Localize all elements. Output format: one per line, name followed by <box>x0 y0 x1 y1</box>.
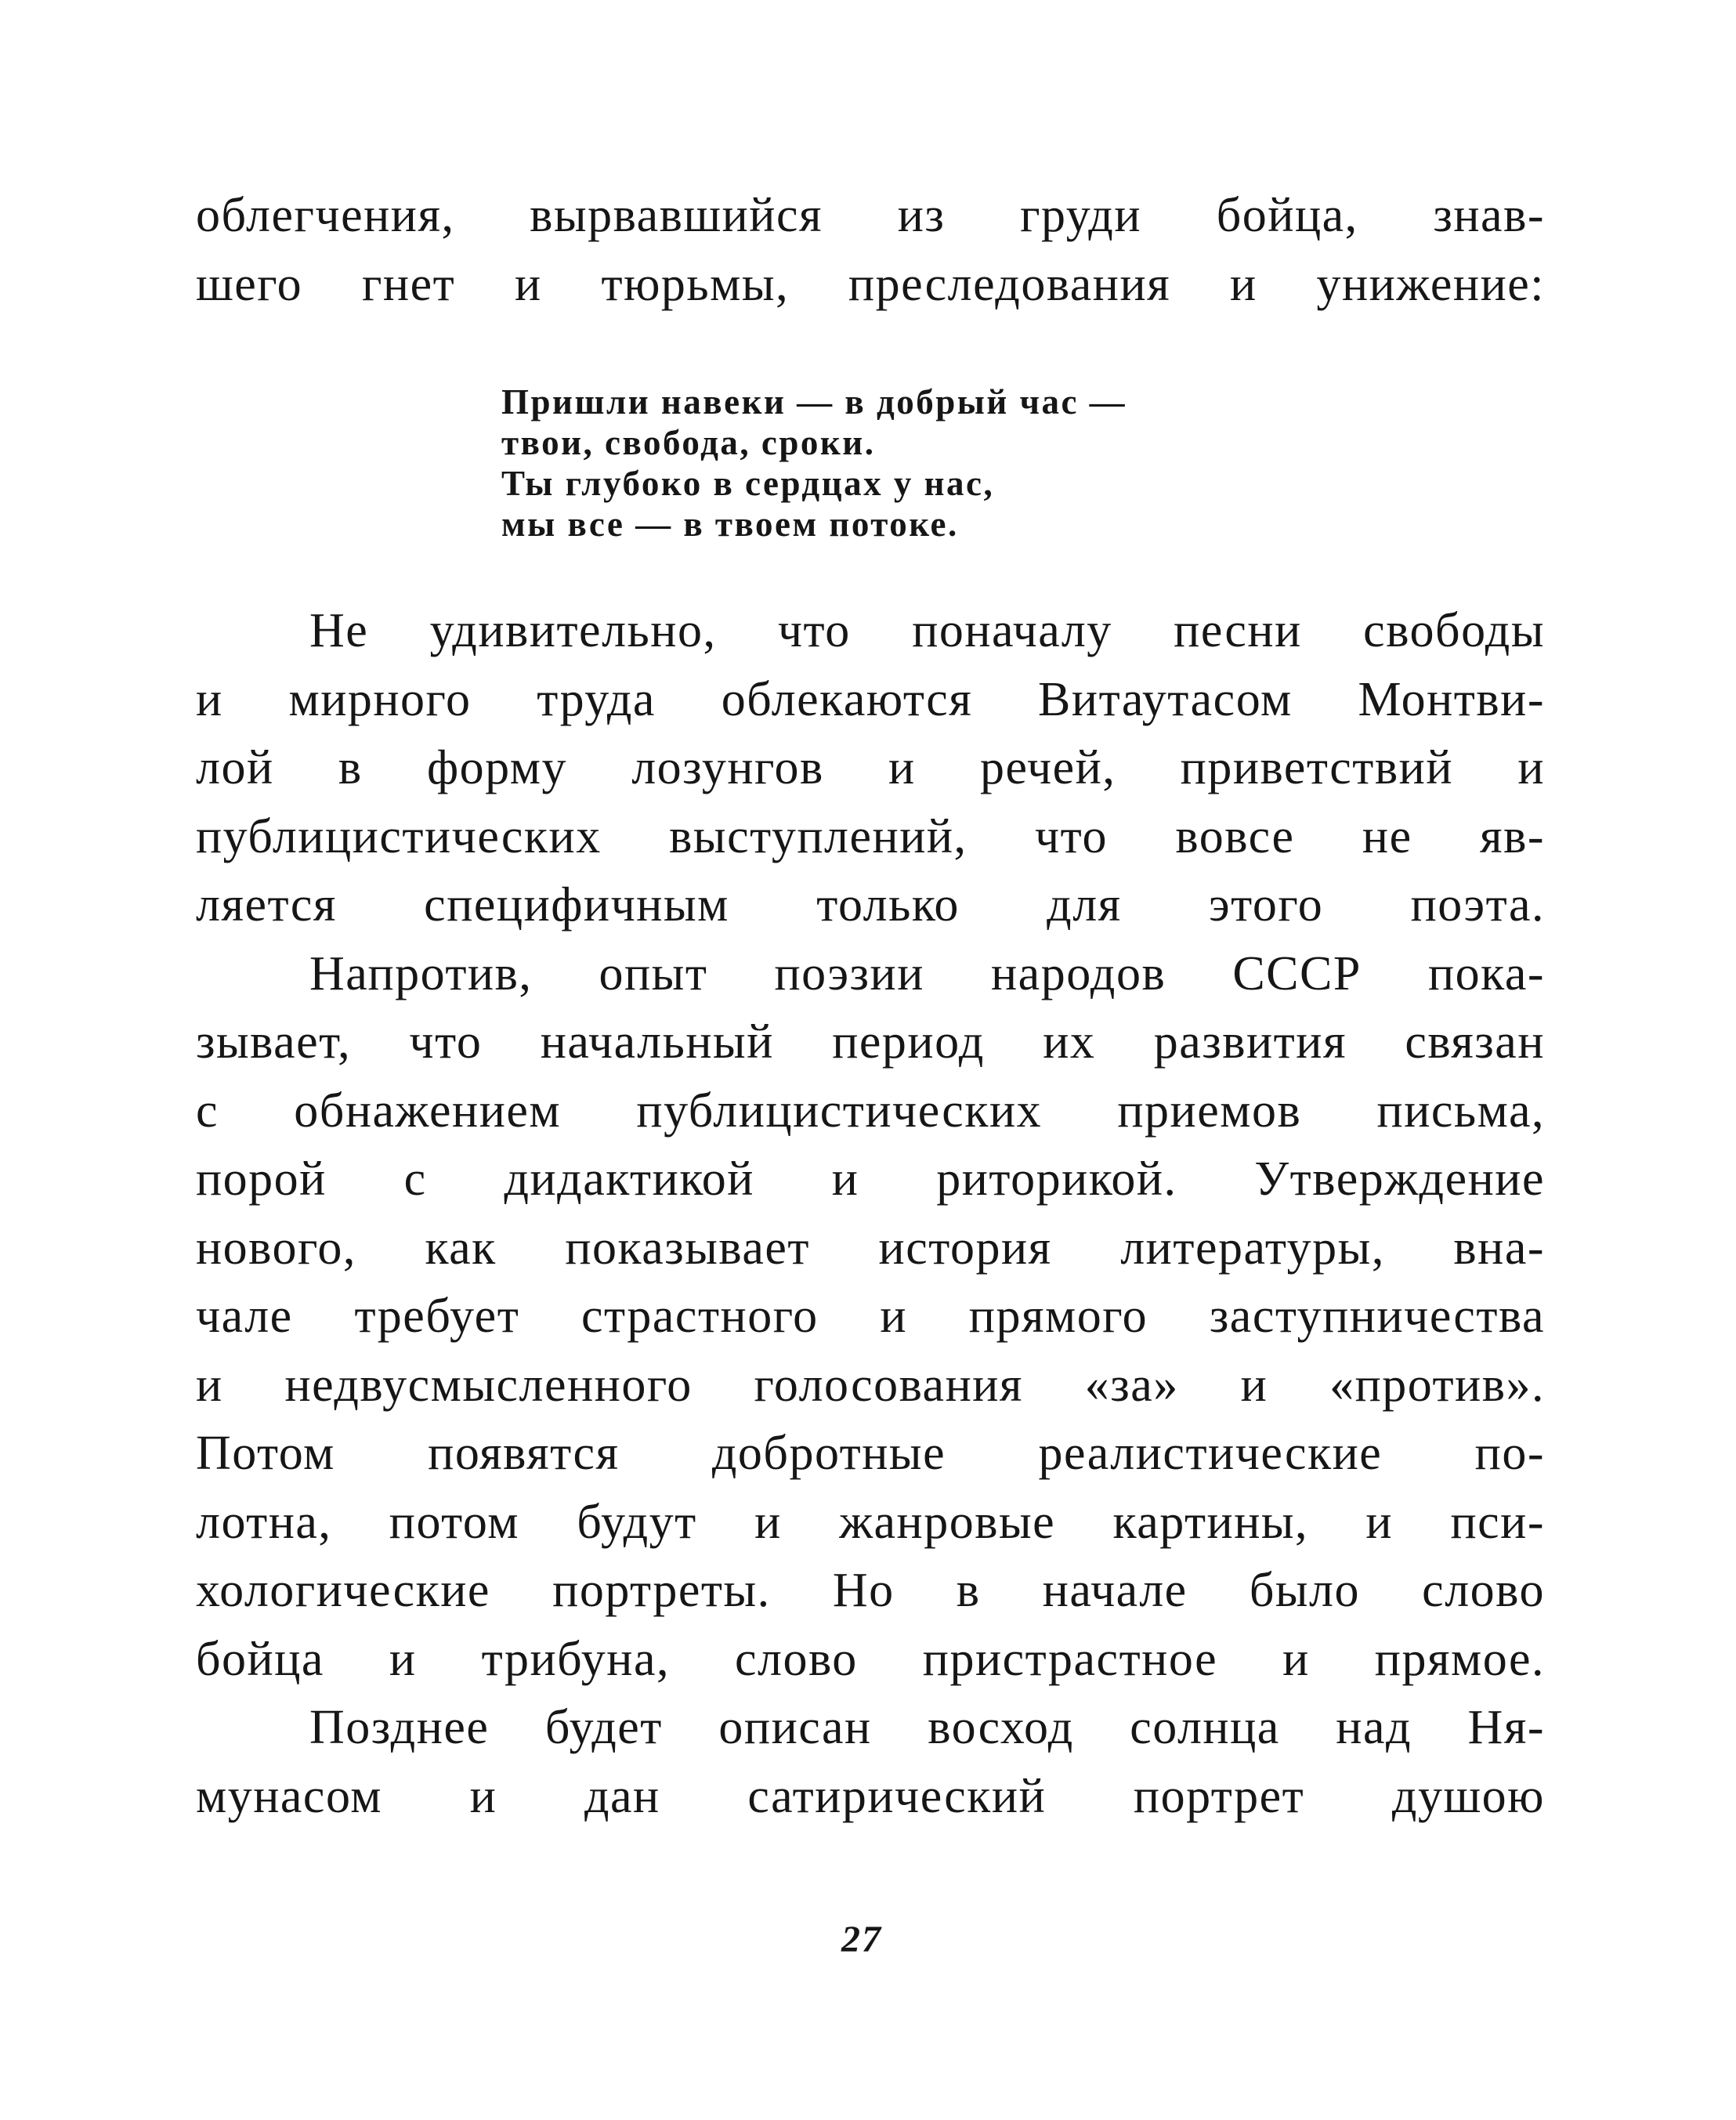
verse-line: Пришли навеки — в добрый час — <box>501 382 1127 421</box>
verse-line: твои, свобода, сроки. <box>501 423 876 462</box>
page-number: 27 <box>841 1919 882 1960</box>
text-line: Потом появятся добротные реалистические по- <box>196 1427 1545 1480</box>
text-line: лотна, потом будут и жанровые картины, и пси- <box>196 1495 1545 1549</box>
text-line: зывает, что начальный период их развития связан <box>196 1015 1545 1069</box>
text-line: нового, как показывает история литературы, вна- <box>196 1221 1545 1275</box>
paragraph-first-line: Напротив, опыт поэзии народов СССР пока- <box>309 946 1545 1000</box>
text-line: с обнажением публицистических приемов письма, <box>196 1084 1545 1138</box>
paragraph-first-line: Не удивительно, что поначалу песни свободы <box>309 604 1545 657</box>
verse-line: мы все — в твоем потоке. <box>501 505 959 544</box>
text-line: ляется специфичным только для этого поэта. <box>196 878 1545 932</box>
text-block-top <box>196 182 1545 319</box>
text-line: хологические портреты. Но в начале было слово <box>196 1564 1545 1617</box>
text-block-main <box>196 597 1545 1831</box>
text-line: шего гнет и тюрьмы, преследования и унижение: <box>196 257 1545 311</box>
text-line: порой с дидактикой и риторикой. Утверждение <box>196 1152 1545 1206</box>
text-line: и недвусмысленного голосования «за» и «против». <box>196 1358 1545 1412</box>
text-line: лой в форму лозунгов и речей, приветствий и <box>196 741 1545 794</box>
verse-quote <box>501 382 1127 544</box>
text-line: бойца и трибуна, слово пристрастное и прямое. <box>196 1632 1545 1686</box>
text-line: чале требует страстного и прямого заступничества <box>196 1290 1545 1343</box>
paragraph-first-line: Позднее будет описан восход солнца над Ня- <box>309 1701 1545 1754</box>
text-line: облегчения, вырвавшийся из груди бойца, знав- <box>196 189 1545 242</box>
verse-line: Ты глубоко в сердцах у нас, <box>501 464 995 503</box>
text-line: и мирного труда облекаются Витаутасом Монтви- <box>196 672 1545 726</box>
text-line: публицистических выступлений, что вовсе не яв- <box>196 809 1545 863</box>
text-line: мунасом и дан сатирический портрет душою <box>196 1769 1545 1823</box>
